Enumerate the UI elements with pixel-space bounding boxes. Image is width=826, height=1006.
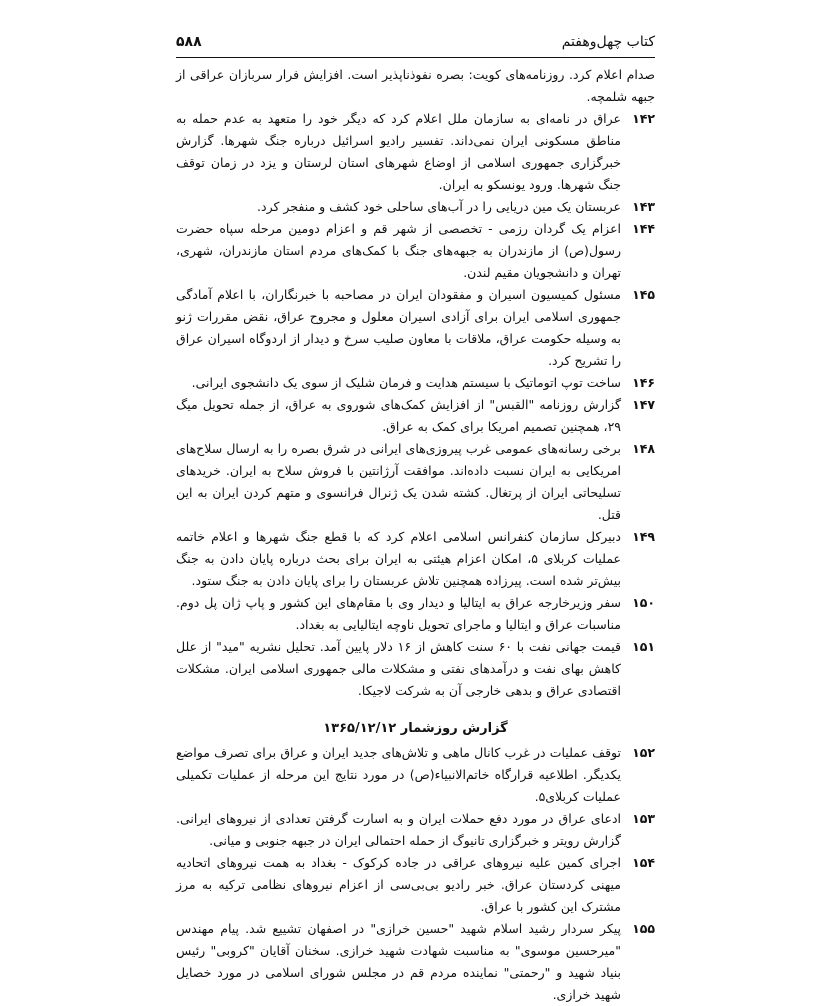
section-title: گزارش روزشمار ۱۳۶۵/۱۲/۱۲ xyxy=(323,721,508,736)
item-text: پیکر سردار رشید اسلام شهید "حسین خرازی" در اصفهان تشییع شد. پیام مهندس "میرحسین موسوی" به مناسبت شهادت شهید خرازی. سخنان آقایان "کروبی" رئیس بنیاد شهید و "رحمتی" نماینده مردم قم در مجلس شورای اسلامی در مورد خصایل شهید خرازی. xyxy=(176,921,621,1002)
item-number: ۱۵۰ xyxy=(632,595,655,610)
item-text: عربستان یک مین دریایی را در آب‌های ساحلی خود کشف و منفجر کرد. xyxy=(257,199,621,214)
list-item xyxy=(176,808,655,852)
item-text: توقف عملیات در غرب کانال ماهی و تلاش‌های جدید ایران و عراق برای تصرف مواضع یکدیگر. اطلاعیه قرارگاه خاتم‌الانبیاء(ص) در مورد نتایج این مرحله از عملیات تکمیلی عملیات کربلای۵. xyxy=(176,745,621,804)
item-number: ۱۴۴ xyxy=(632,221,655,236)
item-number: ۱۵۳ xyxy=(632,811,655,826)
list-item xyxy=(176,372,655,394)
entry-list-b xyxy=(176,742,655,1006)
item-text: اعزام یک گردان رزمی - تخصصی از شهر قم و اعزام دومین مرحله سپاه حضرت رسول(ص) از مازندران به جبهه‌های جنگ با کمک‌های مردم استان مازندران، شهری، تهران و دانشجویان مقیم لندن. xyxy=(176,221,621,280)
list-item xyxy=(176,918,655,1006)
list-item xyxy=(176,196,655,218)
list-item xyxy=(176,218,655,284)
item-number: ۱۵۲ xyxy=(632,745,655,760)
item-text: سفر وزیرخارجه عراق به ایتالیا و دیدار وی با مقام‌های این کشور و پاپ ژان پل دوم. مناسبات عراق و ایتالیا و ماجرای تحویل ناوچه ایتالیایی به بغداد. xyxy=(176,595,621,632)
item-number: ۱۵۵ xyxy=(632,921,655,936)
item-number: ۱۴۸ xyxy=(632,441,655,456)
item-text: قیمت جهانی نفت با ۶۰ سنت کاهش از ۱۶ دلار پایین آمد. تحلیل نشریه "مید" از علل کاهش بهای نفت و درآمدهای نفتی و مشکلات مالی جمهوری اسلامی ایران. مشکلات اقتصادی عراق و بدهی خارجی آن به شرکت لاجیکا. xyxy=(176,639,621,698)
item-text: مسئول کمیسیون اسیران و مفقودان ایران در مصاحبه با خبرنگاران، با اعلام آمادگی جمهوری اسلامی ایران برای آزادی اسیران معلول و مجروح عراق، نقض مقررات ژنو به وسیله حکومت عراق، ملاقات با معاون صلیب سرخ و دیدار از اردوگاه اسیران عراق را تشریح کرد. xyxy=(176,287,621,368)
item-number: ۱۴۶ xyxy=(632,375,655,390)
list-item xyxy=(176,636,655,702)
page-body xyxy=(176,64,655,1006)
item-number: ۱۴۲ xyxy=(632,111,655,126)
item-number: ۱۵۱ xyxy=(632,639,655,654)
list-item xyxy=(176,108,655,196)
item-text: برخی رسانه‌های عمومی غرب پیروزی‌های ایرانی در شرق بصره را به ارسال سلاح‌های امریکایی به ایران نسبت داده‌اند. موافقت آرژانتین با فروش سلاح به ایران. خریدهای تسلیحاتی ایران از پرتغال. کشته شدن یک ژنرال فرانسوی و متهم کردن ایران به این قتل. xyxy=(176,441,621,522)
item-text: دبیرکل سازمان کنفرانس اسلامی اعلام کرد که با قطع جنگ شهرها و اعلام خاتمه عملیات کربلای ۵، امکان اعزام هیئتی به ایران برای بحث درباره پایان دادن به جنگ بیش‌تر شده است. پیرزاده همچنین تلاش عربستان را برای پایان دادن به جنگ ستود. xyxy=(176,529,622,588)
entry-list-a xyxy=(176,108,655,702)
page-number: ۵۸۸ xyxy=(176,34,202,50)
item-number: ۱۵۴ xyxy=(632,855,655,870)
continuation-paragraph: صدام اعلام کرد. روزنامه‌های کویت: بصره نفوذناپذیر است. افزایش فرار سربازان عراقی از جبهه شلمچه. xyxy=(176,67,655,104)
item-number: ۱۴۷ xyxy=(632,397,655,412)
item-text: ادعای عراق در مورد دفع حملات ایران و به اسارت گرفتن تعدادی از نیروهای ایرانی. گزارش رویتر و خبرگزاری تانیوگ از حمله احتمالی ایران در جبهه جنوبی و میانی. xyxy=(176,811,621,848)
running-title: کتاب چهل‌وهفتم xyxy=(561,34,655,50)
header-rule xyxy=(176,57,655,58)
page-header xyxy=(176,30,655,56)
list-item xyxy=(176,742,655,808)
item-number: ۱۴۹ xyxy=(632,529,655,544)
item-number: ۱۴۳ xyxy=(632,199,655,214)
item-text: ساخت توپ اتوماتیک با سیستم هدایت و فرمان شلیک از سوی یک دانشجوی ایرانی. xyxy=(191,375,621,390)
item-text: عراق در نامه‌ای به سازمان ملل اعلام کرد که دیگر خود را متعهد به عدم حمله به مناطق مسکونی ایران نمی‌داند. تفسیر رادیو اسرائیل درباره جنگ شهرها. گزارش خبرگزاری جمهوری اسلامی از اوضاع شهرهای استان لرستان و یزد در زمان توقف جنگ شهرها. ورود یونسکو به ایران. xyxy=(176,111,621,192)
list-item xyxy=(176,394,655,438)
item-text: اجرای کمین علیه نیروهای عراقی در جاده کرکوک - بغداد به همت نیروهای اتحادیه میهنی کردستان عراق. خبر رادیو بی‌بی‌سی از اعزام نیروهای نظامی ترکیه به مرز مشترک این کشور با عراق. xyxy=(176,855,621,914)
list-item xyxy=(176,284,655,372)
list-item xyxy=(176,526,655,592)
item-text: گزارش روزنامه "القبس" از افزایش کمک‌های شوروی به عراق، از جمله تحویل میگ ۲۹، همچنین تصمیم امریکا برای کمک به عراق. xyxy=(176,397,621,434)
item-number: ۱۴۵ xyxy=(632,287,655,302)
list-item xyxy=(176,438,655,526)
list-item xyxy=(176,852,655,918)
list-item xyxy=(176,592,655,636)
